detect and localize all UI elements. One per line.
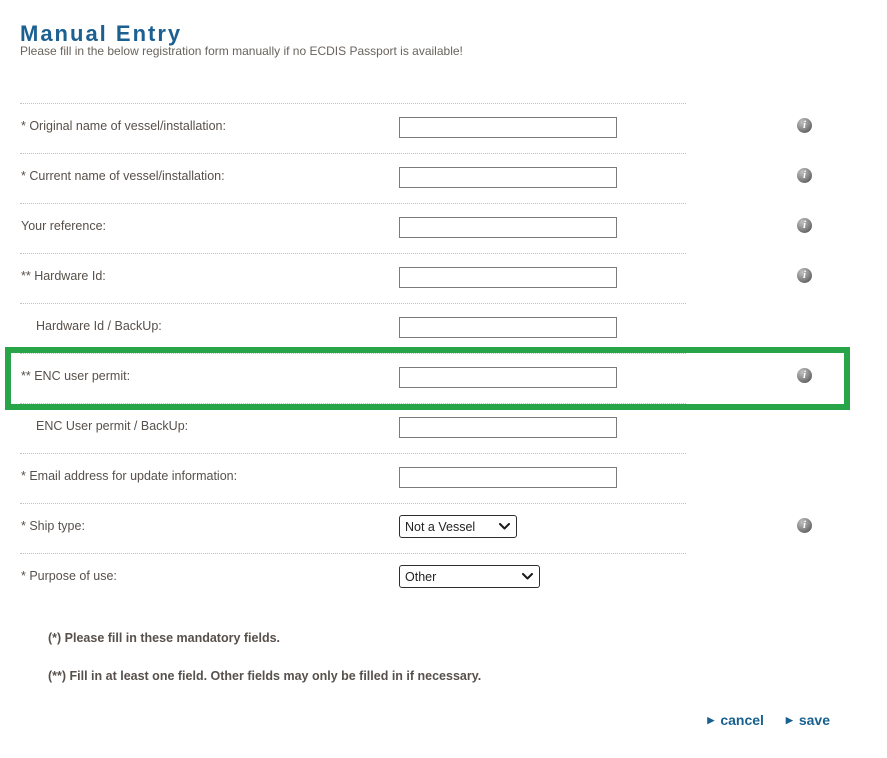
form-row-original-name bbox=[20, 103, 850, 153]
hardware-id-backup-input[interactable] bbox=[399, 317, 617, 338]
info-icon[interactable]: i bbox=[797, 518, 812, 533]
row-separator bbox=[20, 403, 686, 404]
page-subtitle: Please fill in the below registration form manually if no ECDIS Passport is available! bbox=[20, 44, 463, 58]
email-address-input[interactable] bbox=[399, 467, 617, 488]
form-row-current-name bbox=[20, 153, 850, 203]
original-name-input[interactable] bbox=[399, 117, 617, 138]
triangle-right-icon: ▶ bbox=[785, 714, 793, 725]
info-icon[interactable]: i bbox=[797, 268, 812, 283]
ship-type-select[interactable] bbox=[399, 515, 517, 538]
field-label: ENC User permit / BackUp: bbox=[36, 419, 189, 433]
save-button-label: save bbox=[798, 712, 830, 728]
field-label: ** ENC user permit: bbox=[21, 369, 131, 383]
save-button[interactable] bbox=[786, 712, 830, 728]
form-row-hardware-id-backup bbox=[20, 303, 850, 353]
enc-user-permit-backup-input[interactable] bbox=[399, 417, 617, 438]
field-label: * Original name of vessel/installation: bbox=[21, 119, 226, 133]
field-label: * Current name of vessel/installation: bbox=[21, 169, 225, 183]
row-separator bbox=[20, 103, 686, 104]
info-icon[interactable]: i bbox=[797, 368, 812, 383]
field-label: * Email address for update information: bbox=[21, 469, 238, 483]
field-label: ** Hardware Id: bbox=[21, 269, 106, 283]
info-icon[interactable]: i bbox=[797, 218, 812, 233]
mandatory-fields-note: (*) Please fill in these mandatory fields. bbox=[48, 631, 281, 645]
at-least-one-field-note: (**) Fill in at least one field. Other fields may only be filled in if necessary. bbox=[48, 669, 482, 683]
your-reference-input[interactable] bbox=[399, 217, 617, 238]
row-separator bbox=[20, 453, 686, 454]
page-title: Manual Entry bbox=[20, 20, 183, 46]
hardware-id-input[interactable] bbox=[399, 267, 617, 288]
purpose-of-use-select[interactable] bbox=[399, 565, 540, 588]
triangle-right-icon: ▶ bbox=[707, 714, 715, 725]
cancel-button-label: cancel bbox=[720, 712, 764, 728]
row-separator bbox=[20, 153, 686, 154]
field-label: * Ship type: bbox=[21, 519, 85, 533]
form-row-email-address bbox=[20, 453, 850, 503]
form-row-enc-user-permit-backup bbox=[20, 403, 850, 453]
row-separator bbox=[20, 253, 686, 254]
row-separator bbox=[20, 503, 686, 504]
form-row-hardware-id bbox=[20, 253, 850, 303]
registration-form bbox=[20, 103, 850, 603]
form-row-purpose-of-use bbox=[20, 553, 850, 603]
purpose-of-use-select-wrap bbox=[399, 565, 540, 588]
info-icon[interactable]: i bbox=[797, 118, 812, 133]
form-actions bbox=[707, 712, 830, 728]
info-icon[interactable]: i bbox=[797, 168, 812, 183]
form-row-ship-type bbox=[20, 503, 850, 553]
enc-user-permit-input[interactable] bbox=[399, 367, 617, 388]
field-label: Hardware Id / BackUp: bbox=[36, 319, 162, 333]
row-separator bbox=[20, 203, 686, 204]
ship-type-select-wrap bbox=[399, 515, 517, 538]
form-row-your-reference bbox=[20, 203, 850, 253]
current-name-input[interactable] bbox=[399, 167, 617, 188]
cancel-button[interactable] bbox=[707, 712, 764, 728]
form-row-enc-user-permit bbox=[20, 353, 850, 403]
row-separator bbox=[20, 353, 686, 354]
field-label: Your reference: bbox=[21, 219, 107, 233]
row-separator bbox=[20, 303, 686, 304]
row-separator bbox=[20, 553, 686, 554]
field-label: * Purpose of use: bbox=[21, 569, 117, 583]
